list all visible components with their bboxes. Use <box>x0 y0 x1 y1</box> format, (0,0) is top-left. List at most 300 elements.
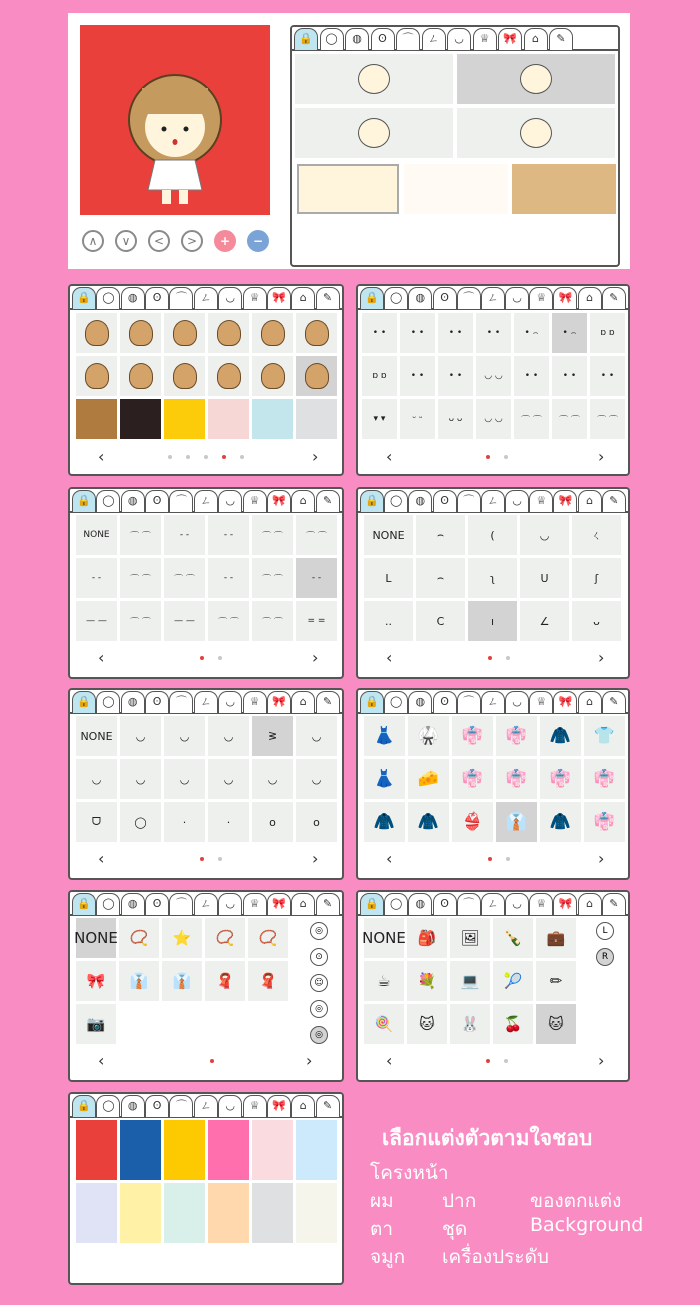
item-option[interactable]: 🎾 <box>493 961 533 1001</box>
background-color-swatch[interactable] <box>76 1120 117 1180</box>
category-tab[interactable]: ✎ <box>316 893 340 915</box>
eyes-option[interactable]: ᵕ ᵕ <box>400 399 435 439</box>
category-tab[interactable]: ◍ <box>121 490 145 512</box>
category-tab[interactable]: ㄥ <box>422 28 446 50</box>
lock-tab[interactable]: 🔒 <box>72 893 96 915</box>
eyes-option[interactable]: ⌒ ⌒ <box>552 399 587 439</box>
eyes-option[interactable]: ⌒ ⌒ <box>590 399 625 439</box>
background-color-swatch[interactable] <box>120 1120 161 1180</box>
item-option[interactable]: 🍾 <box>493 918 533 958</box>
background-color-swatch[interactable] <box>252 1183 293 1243</box>
category-tab[interactable]: ◡ <box>505 287 529 309</box>
category-tab[interactable]: ʘ <box>145 490 169 512</box>
eyes-option[interactable]: • ⌢ <box>514 313 549 353</box>
category-tab[interactable]: ⌒ <box>457 893 481 915</box>
category-tab[interactable]: ✎ <box>602 893 626 915</box>
eyes-option[interactable]: • • <box>514 356 549 396</box>
page-dot <box>186 455 190 459</box>
mouth-option[interactable]: ◡ <box>296 716 337 756</box>
outfit-option[interactable]: 👘 <box>584 759 625 799</box>
category-tab[interactable]: ◍ <box>408 287 432 309</box>
category-tab[interactable]: ◯ <box>384 893 408 915</box>
category-tab[interactable]: ✎ <box>549 28 573 50</box>
category-tab[interactable]: 🎀 <box>553 691 577 713</box>
hair-color-swatch[interactable] <box>208 399 249 439</box>
eyes-option[interactable]: ◡ ◡ <box>476 399 511 439</box>
background-color-swatch[interactable] <box>296 1120 337 1180</box>
eyes-option[interactable]: • • <box>362 313 397 353</box>
prev-page-button[interactable]: ‹ <box>98 849 105 868</box>
category-tab[interactable]: ♕ <box>243 691 267 713</box>
hair-color-swatch[interactable] <box>252 399 293 439</box>
mouth-option[interactable]: ◡ <box>252 759 293 799</box>
eyebrow-option[interactable]: - - <box>164 515 205 555</box>
category-tab[interactable]: ㄥ <box>194 893 218 915</box>
eyebrow-option[interactable]: = = <box>296 601 337 641</box>
hairstyle-option[interactable] <box>208 356 249 396</box>
eyebrows-window <box>68 487 344 679</box>
nose-option[interactable]: ◡ <box>520 515 569 555</box>
hairstyle-option[interactable] <box>76 356 117 396</box>
category-tab[interactable]: ⌂ <box>578 490 602 512</box>
caption-eyes: ตา <box>370 1218 394 1240</box>
hairstyle-option[interactable] <box>120 356 161 396</box>
outfit-option[interactable]: 👘 <box>496 759 537 799</box>
hair-color-swatch[interactable] <box>296 399 337 439</box>
item-option[interactable]: 🐱 <box>536 1004 576 1044</box>
background-color-swatch[interactable] <box>164 1120 205 1180</box>
prev-page-button[interactable]: ‹ <box>386 849 393 868</box>
mouth-option[interactable]: ᕒ <box>252 716 293 756</box>
hair-color-swatch[interactable] <box>120 399 161 439</box>
outfit-option[interactable]: 👘 <box>452 716 493 756</box>
category-tab[interactable]: ㄥ <box>194 490 218 512</box>
next-page-button[interactable]: › <box>312 849 319 868</box>
category-tab[interactable]: ♕ <box>529 691 553 713</box>
background-color-swatch[interactable] <box>76 1183 117 1243</box>
eyebrow-option[interactable]: ⌒ ⌒ <box>120 558 161 598</box>
category-tab[interactable]: ⌂ <box>578 893 602 915</box>
mouth-option[interactable]: ᗜ <box>76 802 117 842</box>
category-tab[interactable]: ⌂ <box>291 1095 315 1117</box>
prev-page-button[interactable]: ‹ <box>386 447 393 466</box>
outfit-option[interactable]: 👘 <box>584 802 625 842</box>
eyebrow-option[interactable]: - - <box>208 515 249 555</box>
outfit-option[interactable]: 🧥 <box>540 802 581 842</box>
lock-tab[interactable]: 🔒 <box>294 28 318 50</box>
category-tab[interactable]: ʘ <box>145 691 169 713</box>
category-tab[interactable]: ⌂ <box>524 28 548 50</box>
outfit-option[interactable]: 👘 <box>496 716 537 756</box>
category-tab[interactable]: ʘ <box>433 893 457 915</box>
category-tab[interactable]: 🎀 <box>267 893 291 915</box>
lock-tab[interactable]: 🔒 <box>360 893 384 915</box>
nose-option[interactable]: ⌢ <box>416 515 465 555</box>
nose-option[interactable]: ʅ <box>468 558 517 598</box>
category-tab[interactable]: 🎀 <box>267 287 291 309</box>
mouth-option[interactable]: NONE <box>76 716 117 756</box>
nose-option[interactable]: U <box>520 558 569 598</box>
pager <box>70 446 342 468</box>
prev-page-button[interactable]: ‹ <box>98 447 105 466</box>
accessory-option[interactable]: 🧣 <box>205 961 245 1001</box>
nose-option[interactable]: ⌢ <box>416 558 465 598</box>
category-tab[interactable]: ⌒ <box>169 287 193 309</box>
lock-tab[interactable]: 🔒 <box>72 490 96 512</box>
nose-option[interactable]: ㄑ <box>572 515 621 555</box>
lock-tab[interactable]: 🔒 <box>72 691 96 713</box>
prev-page-button[interactable]: ‹ <box>386 1051 393 1070</box>
category-tab[interactable]: ◍ <box>408 893 432 915</box>
face-option[interactable] <box>295 54 453 104</box>
category-tab[interactable]: ◡ <box>505 893 529 915</box>
background-color-swatch[interactable] <box>252 1120 293 1180</box>
hair-color-swatch[interactable] <box>164 399 205 439</box>
eyes-option[interactable]: • • <box>438 356 473 396</box>
outfit-option[interactable]: 🧥 <box>408 802 449 842</box>
category-tab[interactable]: ㄥ <box>194 1095 218 1117</box>
outfit-option[interactable]: 🥋 <box>408 716 449 756</box>
eyebrow-option[interactable]: ⌒ ⌒ <box>120 601 161 641</box>
lock-tab[interactable]: 🔒 <box>360 287 384 309</box>
eyebrow-option[interactable]: ⌒ ⌒ <box>164 558 205 598</box>
skin-color-swatch[interactable] <box>404 164 508 214</box>
category-tab[interactable]: ◍ <box>408 691 432 713</box>
next-page-button[interactable]: › <box>312 648 319 667</box>
category-tab[interactable]: 🎀 <box>267 1095 291 1117</box>
eyebrow-option[interactable]: - - <box>76 558 117 598</box>
category-tab[interactable]: ⌒ <box>396 28 420 50</box>
category-tab[interactable]: ◍ <box>345 28 369 50</box>
category-tab[interactable]: ◡ <box>505 691 529 713</box>
category-tab[interactable]: ʘ <box>433 490 457 512</box>
prev-page-button[interactable]: ‹ <box>386 648 393 667</box>
category-tab[interactable]: ✎ <box>602 287 626 309</box>
mouth-option[interactable]: o <box>252 802 293 842</box>
item-option[interactable]: NONE <box>364 918 404 958</box>
eyes-option[interactable]: • • <box>438 313 473 353</box>
nose-option[interactable]: C <box>416 601 465 641</box>
category-tab[interactable]: ʘ <box>145 893 169 915</box>
category-tab[interactable]: ✎ <box>602 490 626 512</box>
lock-tab[interactable]: 🔒 <box>360 691 384 713</box>
category-tab[interactable]: ʘ <box>371 28 395 50</box>
category-tab[interactable]: ⌒ <box>457 287 481 309</box>
hairstyle-option[interactable] <box>76 313 117 353</box>
move-down-button[interactable]: ∨ <box>115 230 137 252</box>
mouth-option[interactable]: ◡ <box>208 716 249 756</box>
face-option[interactable] <box>457 54 615 104</box>
eyes-option[interactable]: ɒ ɒ <box>590 313 625 353</box>
lock-tab[interactable]: 🔒 <box>360 490 384 512</box>
eyebrow-option[interactable]: ⌒ ⌒ <box>120 515 161 555</box>
category-tab[interactable]: ʘ <box>433 691 457 713</box>
eyes-option[interactable]: ▾ ▾ <box>362 399 397 439</box>
category-tab[interactable]: ◯ <box>96 893 120 915</box>
category-tab[interactable]: 🎀 <box>267 691 291 713</box>
category-tab[interactable]: ⌒ <box>457 490 481 512</box>
category-tab[interactable]: ⌂ <box>291 287 315 309</box>
lock-tab[interactable]: 🔒 <box>72 1095 96 1117</box>
category-tab[interactable]: ㄥ <box>194 287 218 309</box>
mouth-option[interactable]: ◡ <box>120 759 161 799</box>
hairstyle-option[interactable] <box>296 356 337 396</box>
eyebrow-option[interactable]: ⌒ ⌒ <box>252 515 293 555</box>
category-tab[interactable]: ⌂ <box>578 287 602 309</box>
category-tab[interactable]: ◡ <box>218 1095 242 1117</box>
category-tab[interactable]: ◯ <box>384 691 408 713</box>
outfit-option[interactable]: 👙 <box>452 802 493 842</box>
next-page-button[interactable]: › <box>312 447 319 466</box>
eyes-option[interactable]: • • <box>400 313 435 353</box>
hairstyle-option[interactable] <box>252 356 293 396</box>
mouth-option[interactable]: ◡ <box>164 716 205 756</box>
outfit-option[interactable]: 🧥 <box>540 716 581 756</box>
nose-option[interactable]: ʃ <box>572 558 621 598</box>
category-tab[interactable]: ⌂ <box>291 691 315 713</box>
category-tab[interactable]: ✎ <box>316 490 340 512</box>
nose-option[interactable]: ᴗ <box>572 601 621 641</box>
mouth-option[interactable]: ◡ <box>208 759 249 799</box>
eyes-option[interactable]: • • <box>590 356 625 396</box>
eyebrow-option[interactable]: — — <box>76 601 117 641</box>
accessory-option[interactable]: 📷 <box>76 1004 116 1044</box>
category-tab[interactable]: ♕ <box>243 893 267 915</box>
background-color-swatch[interactable] <box>164 1183 205 1243</box>
outfit-option[interactable]: 👗 <box>364 716 405 756</box>
item-option[interactable]: 💻 <box>450 961 490 1001</box>
category-tab[interactable]: ♕ <box>243 287 267 309</box>
background-color-swatch[interactable] <box>208 1183 249 1243</box>
prev-page-button[interactable]: ‹ <box>98 1051 105 1070</box>
category-tab[interactable]: ◡ <box>218 893 242 915</box>
eyebrow-option[interactable]: - - <box>208 558 249 598</box>
next-page-button[interactable]: › <box>598 849 605 868</box>
hairstyle-option[interactable] <box>296 313 337 353</box>
outfit-option[interactable]: 👗 <box>364 759 405 799</box>
outfit-option[interactable]: 🧀 <box>408 759 449 799</box>
category-tab[interactable]: ◍ <box>121 1095 145 1117</box>
accessory-slot-icon[interactable]: ⊙ <box>310 948 328 966</box>
category-tab[interactable]: ⌂ <box>578 691 602 713</box>
accessory-option[interactable]: 📿 <box>205 918 245 958</box>
category-tab[interactable]: ◯ <box>96 691 120 713</box>
category-tab[interactable]: ㄥ <box>481 893 505 915</box>
item-option[interactable]: 🐰 <box>450 1004 490 1044</box>
skin-color-swatch[interactable] <box>512 164 616 214</box>
eyes-option[interactable]: ɒ ɒ <box>362 356 397 396</box>
category-tab[interactable]: ♕ <box>243 490 267 512</box>
nose-option[interactable]: ( <box>468 515 517 555</box>
move-left-button[interactable]: < <box>148 230 170 252</box>
move-up-button[interactable]: ∧ <box>82 230 104 252</box>
category-tab[interactable]: 🎀 <box>553 893 577 915</box>
eyebrow-option[interactable]: - - <box>296 558 337 598</box>
category-tab[interactable]: ◯ <box>384 490 408 512</box>
accessory-option[interactable]: NONE <box>76 918 116 958</box>
item-option[interactable]: 🍒 <box>493 1004 533 1044</box>
caption-items: ของตกแต่ง <box>530 1190 622 1212</box>
item-option[interactable]: 🍭 <box>364 1004 404 1044</box>
category-tab[interactable]: ◯ <box>96 490 120 512</box>
accessory-slot-icon[interactable]: ◎ <box>310 922 328 940</box>
next-page-button[interactable]: › <box>598 1051 605 1070</box>
outfit-option[interactable]: 👘 <box>452 759 493 799</box>
accessory-option[interactable]: 👔 <box>119 961 159 1001</box>
eyebrow-option[interactable]: NONE <box>76 515 117 555</box>
left-hand-button[interactable]: L <box>596 922 614 940</box>
face-option[interactable] <box>295 108 453 158</box>
background-color-swatch[interactable] <box>296 1183 337 1243</box>
outfit-option[interactable]: 👘 <box>540 759 581 799</box>
hairstyle-option[interactable] <box>120 313 161 353</box>
next-page-button[interactable]: › <box>306 1051 313 1070</box>
category-tab[interactable]: ◯ <box>320 28 344 50</box>
category-tab[interactable]: ◡ <box>218 287 242 309</box>
category-tab[interactable]: ◡ <box>218 490 242 512</box>
category-tab[interactable]: ♕ <box>529 287 553 309</box>
category-tab[interactable]: ♕ <box>243 1095 267 1117</box>
pager <box>70 1050 342 1072</box>
next-page-button[interactable]: › <box>598 648 605 667</box>
category-tab[interactable]: ✎ <box>316 691 340 713</box>
category-tab[interactable]: 🎀 <box>553 287 577 309</box>
mouth-option[interactable]: · <box>164 802 205 842</box>
category-tab[interactable]: ㄥ <box>194 691 218 713</box>
category-tab[interactable]: ◯ <box>96 287 120 309</box>
category-tab[interactable]: ◡ <box>505 490 529 512</box>
prev-page-button[interactable]: ‹ <box>98 648 105 667</box>
eyes-option[interactable]: ⌒ ⌒ <box>514 399 549 439</box>
face-option[interactable] <box>457 108 615 158</box>
mouth-option[interactable]: ◡ <box>164 759 205 799</box>
accessory-slot-icon[interactable]: ◎ <box>310 1000 328 1018</box>
category-tab[interactable]: ⌂ <box>291 893 315 915</box>
category-tab[interactable]: ◍ <box>121 893 145 915</box>
mouth-option[interactable]: ◡ <box>76 759 117 799</box>
accessory-option[interactable]: 🧣 <box>248 961 288 1001</box>
mouth-option[interactable]: ◯ <box>120 802 161 842</box>
eyebrow-option[interactable]: ⌒ ⌒ <box>252 601 293 641</box>
background-color-swatch[interactable] <box>208 1120 249 1180</box>
next-page-button[interactable]: › <box>598 447 605 466</box>
eyes-option[interactable]: • • <box>400 356 435 396</box>
zoom-out-button[interactable]: − <box>247 230 269 252</box>
accessory-option[interactable]: ⭐ <box>162 918 202 958</box>
category-tab[interactable]: ♕ <box>473 28 497 50</box>
mouth-option[interactable]: · <box>208 802 249 842</box>
right-hand-button[interactable]: R <box>596 948 614 966</box>
category-tab[interactable]: ◡ <box>218 691 242 713</box>
hair-icon <box>85 320 109 346</box>
hairstyle-option[interactable] <box>208 313 249 353</box>
category-tab[interactable]: ✎ <box>316 1095 340 1117</box>
eyebrow-option[interactable]: — — <box>164 601 205 641</box>
move-right-button[interactable]: > <box>181 230 203 252</box>
category-tab[interactable]: ◯ <box>96 1095 120 1117</box>
category-tab[interactable]: ʘ <box>433 287 457 309</box>
category-tab[interactable]: ⌒ <box>169 490 193 512</box>
category-tab[interactable]: ʘ <box>145 287 169 309</box>
category-tab[interactable]: ◍ <box>121 287 145 309</box>
category-tab[interactable]: ㄥ <box>481 287 505 309</box>
accessory-slot-icon[interactable]: ☺ <box>310 974 328 992</box>
outfit-option[interactable]: 🧥 <box>364 802 405 842</box>
hairstyle-option[interactable] <box>164 313 205 353</box>
nose-option[interactable]: .. <box>364 601 413 641</box>
category-tab[interactable]: ʘ <box>145 1095 169 1117</box>
category-tab[interactable]: ♕ <box>529 490 553 512</box>
eyes-option[interactable]: • ⌢ <box>552 313 587 353</box>
category-tab[interactable]: 🎀 <box>553 490 577 512</box>
eyes-option[interactable]: ᴗ ᴗ <box>438 399 473 439</box>
category-tab[interactable]: 🎀 <box>498 28 522 50</box>
category-tab[interactable]: ✎ <box>316 287 340 309</box>
category-tab[interactable]: ㄥ <box>481 490 505 512</box>
nose-option[interactable]: L <box>364 558 413 598</box>
eyes-option[interactable]: ◡ ◡ <box>476 356 511 396</box>
item-option[interactable]: 🖼 <box>450 918 490 958</box>
category-tab[interactable]: 🎀 <box>267 490 291 512</box>
item-option[interactable]: ☕ <box>364 961 404 1001</box>
mouth-option[interactable]: o <box>296 802 337 842</box>
hairstyle-option[interactable] <box>164 356 205 396</box>
accessory-option[interactable]: 📿 <box>119 918 159 958</box>
eyes-option[interactable]: • • <box>552 356 587 396</box>
eyebrow-option[interactable]: ⌒ ⌒ <box>208 601 249 641</box>
zoom-in-button[interactable]: + <box>214 230 236 252</box>
nose-option[interactable]: NONE <box>364 515 413 555</box>
category-tab[interactable]: ◍ <box>408 490 432 512</box>
accessory-option[interactable]: 👔 <box>162 961 202 1001</box>
item-option[interactable]: 💼 <box>536 918 576 958</box>
item-option[interactable]: 🎒 <box>407 918 447 958</box>
outfit-option[interactable]: 👕 <box>584 716 625 756</box>
nose-option[interactable]: ı <box>468 601 517 641</box>
eyebrow-option[interactable]: ⌒ ⌒ <box>252 558 293 598</box>
background-color-swatch[interactable] <box>120 1183 161 1243</box>
category-tab[interactable]: ⌂ <box>291 490 315 512</box>
accessory-slot-icon[interactable]: ◎ <box>310 1026 328 1044</box>
hair-color-swatch[interactable] <box>76 399 117 439</box>
category-tab[interactable]: ⌒ <box>457 691 481 713</box>
category-tab[interactable]: ◡ <box>447 28 471 50</box>
nose-option[interactable]: ∠ <box>520 601 569 641</box>
category-tab[interactable]: ⌒ <box>169 691 193 713</box>
category-tab[interactable]: ㄥ <box>481 691 505 713</box>
mouth-option[interactable]: ◡ <box>296 759 337 799</box>
outfit-option[interactable]: 👔 <box>496 802 537 842</box>
item-option[interactable]: 💐 <box>407 961 447 1001</box>
category-tab[interactable]: ⌒ <box>169 1095 193 1117</box>
skin-color-swatch[interactable] <box>297 164 399 214</box>
item-option[interactable]: 🐱 <box>407 1004 447 1044</box>
lock-tab[interactable]: 🔒 <box>72 287 96 309</box>
accessory-option[interactable]: 📿 <box>248 918 288 958</box>
hairstyle-option[interactable] <box>252 313 293 353</box>
eyes-option[interactable]: • • <box>476 313 511 353</box>
category-tab[interactable]: ◍ <box>121 691 145 713</box>
item-option[interactable]: ✏ <box>536 961 576 1001</box>
category-tab[interactable]: ◯ <box>384 287 408 309</box>
accessory-option[interactable]: 🎀 <box>76 961 116 1001</box>
eyebrow-option[interactable]: ⌒ ⌒ <box>296 515 337 555</box>
category-tabs <box>358 690 628 714</box>
category-tab[interactable]: ♕ <box>529 893 553 915</box>
category-tab[interactable]: ✎ <box>602 691 626 713</box>
mouth-option[interactable]: ◡ <box>120 716 161 756</box>
category-tab[interactable]: ⌒ <box>169 893 193 915</box>
